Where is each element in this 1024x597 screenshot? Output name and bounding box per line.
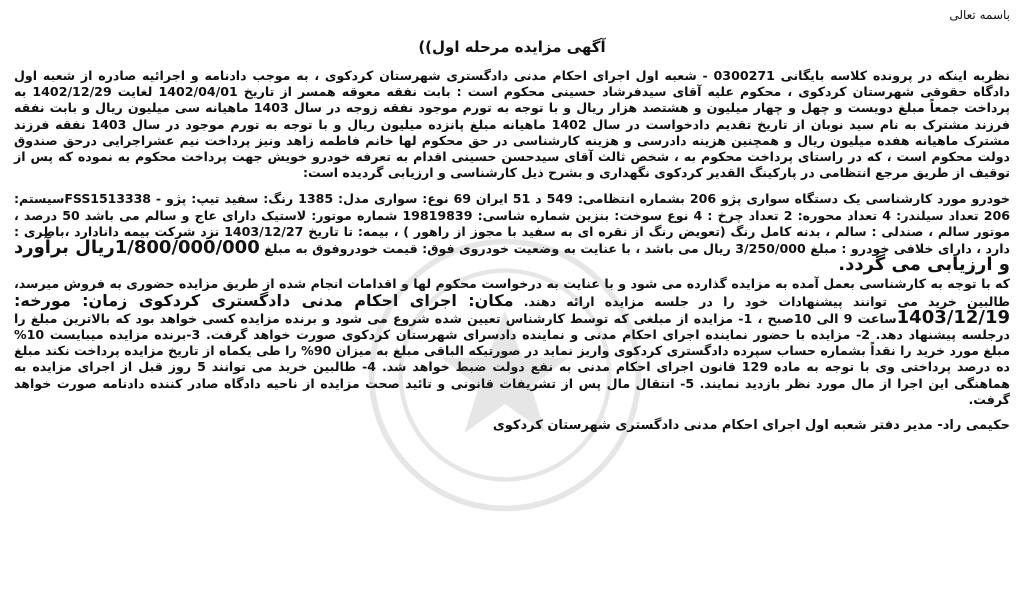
vehicle-details-text: خودرو مورد کارشناسی یک دستگاه سواری پژو 206 بشماره انتظامی: 549 د 51 ایران 69 نوع: سواری مدل: 1385 رنگ: سفید تیپ: پژو - FSS1513338سیستم: 206 تعداد سیلندر: 4 تعداد محوره: 2 تعداد چرخ : 4 نوع سوخت: بنزین شماره شاسی: 19819839 شماره موتور: لاستیک دارای عاج و سالم می باشد 50 درصد ، موتور سالم ، صندلی : سالم ، بدنه کامل رنگ (تعویض رنگ از نقره ای به سفید با مجوز از راهور ) ، بیمه: تا تاریخ 1403/12/27 نزد شرکت بیمه دانادارد ،باطری : دارد ، دارای خلافی خودرو : مبلغ 3/250/000 ریال می باشد ، با عنایت به وضعیت bbox=[14, 191, 1011, 257]
auction-place-time: مکان: اجرای احکام مدنی دادگستری کردکوی زمان: مورخه: bbox=[14, 290, 514, 310]
paragraph-auction-terms bbox=[14, 276, 1010, 408]
top-salutation: باسمه تعالی bbox=[949, 8, 1010, 22]
signature-line: حکیمی راد- مدیر دفتر شعبه اول اجرای احکام مدنی دادگستری شهرستان کردکوی bbox=[492, 418, 1010, 434]
vehicle-price-label: خودروی فوق: قیمت خودروفوق به مبلغ bbox=[264, 241, 510, 257]
paragraph-case-details: نظربه اینکه در پرونده کلاسه بایگانی 0300271 - شعبه اول اجرای احکام مدنی دادگستری شهرستان کردکوی ، به موجب دادنامه و اجرائیه صادره از شعبه اول دادگاه حقوقی شهرستان کردکوی ، محکوم علیه آقای سیدفرشاد حسینی محکوم است : بابت نفقه معوقه همسر از تاریخ 1402/04/01 لغایت 1402/12/29 به پرداخت جمعاً مبلغ دویست و چهل و چهار میلیون و هشتصد هزار ریال و با توجه به تورم موجود نفقه زوجه در سال 1403 ماهیانه سی میلیون ریال و بابت نفقه فرزند مشترک به نام سید نوبان از تاریخ تقدیم دادخواست در سال 1402 ماهیانه مبلغ پانزده میلیون ریال و با توجه به تورم موجود در سال 1403 نفقه فرزند مشترک ماهیانه هفده میلیون ریال و همچنین هزینه دادرسی و هزینه کارشناسی در حق محکوم لها خانم فاطمه زاهد ونیز پرداخت نیم عشراجرایی درحق صندوق دولت محکوم است ، که در راستای پرداخت محکوم به ، شخص ثالث آقای سیدحسن حسینی اقدام به تعرفه خودرو خویش جهت پرداخت محکوم به نموده که پس از توقیف از طریق مرجع انتظامی در پارکینگ القدیر کردکوی نگهداری و بشرح ذیل کارشناسی و ارزیابی گردیده است: bbox=[14, 68, 1011, 181]
paragraph-vehicle-details bbox=[14, 191, 1010, 274]
auction-rules-text: ساعت 9 الی 10صبح ، 1- مزایده از مبلغی که توسط کارشناس تعیین شده شروع می شود و برنده مزایده کسی خواهد بود که بالاترین مبلغ را درجلسه پیشنهاد دهد. 2- مزایده با حضور نماینده اجرای احکام مدنی و نماینده دادسرای شهرستان کردکوی صورت خواهد گرفت. 3-برنده مزایده میبایست 10% مبلغ مورد خرید را نقداً بشماره حساب سپرده دادگستری کردکوی واریز نماید در صورتیکه الباقی مبلغ به میزان 90% را طی یکماه از تاریخ مزایده پرداخت نکند مبلغ ده درصد پرداختی وی با توجه به ماده 129 قانون اجرای احکام مدنی به نفع دولت ضبط خواهد شد. 4- طالبین خرید می توانند 5 روز قبل از اجرای مزایده به هماهنگی این اجرا از مال مورد نظر بازدید نمایند. 5- انتقال مال پس از تشریفات قانونی و تائید صحت مزایده از ناحیه دادگاه صادر کننده دادنامه صورت خواهد گرفت. bbox=[14, 310, 1011, 407]
auction-date: 1403/12/19 bbox=[896, 306, 1010, 328]
auction-intro-text: که با توجه به کارشناسی بعمل آمده به مزایده گذارده می شود و با عنایت به درخواست محکوم لها و اقدامات انجام شده از طریق مزایده حضوری به فروش میرسد، طالبین خرید می توانند پیشنهادات خود را در جلسه مزایده ارائه دهند. bbox=[14, 276, 1010, 309]
notice-title: آگهی مزایده مرحله اول)) bbox=[418, 38, 606, 56]
vehicle-price-value: 1/800/000/000ریال برآورد و ارزیابی می گردد. bbox=[14, 237, 1010, 276]
